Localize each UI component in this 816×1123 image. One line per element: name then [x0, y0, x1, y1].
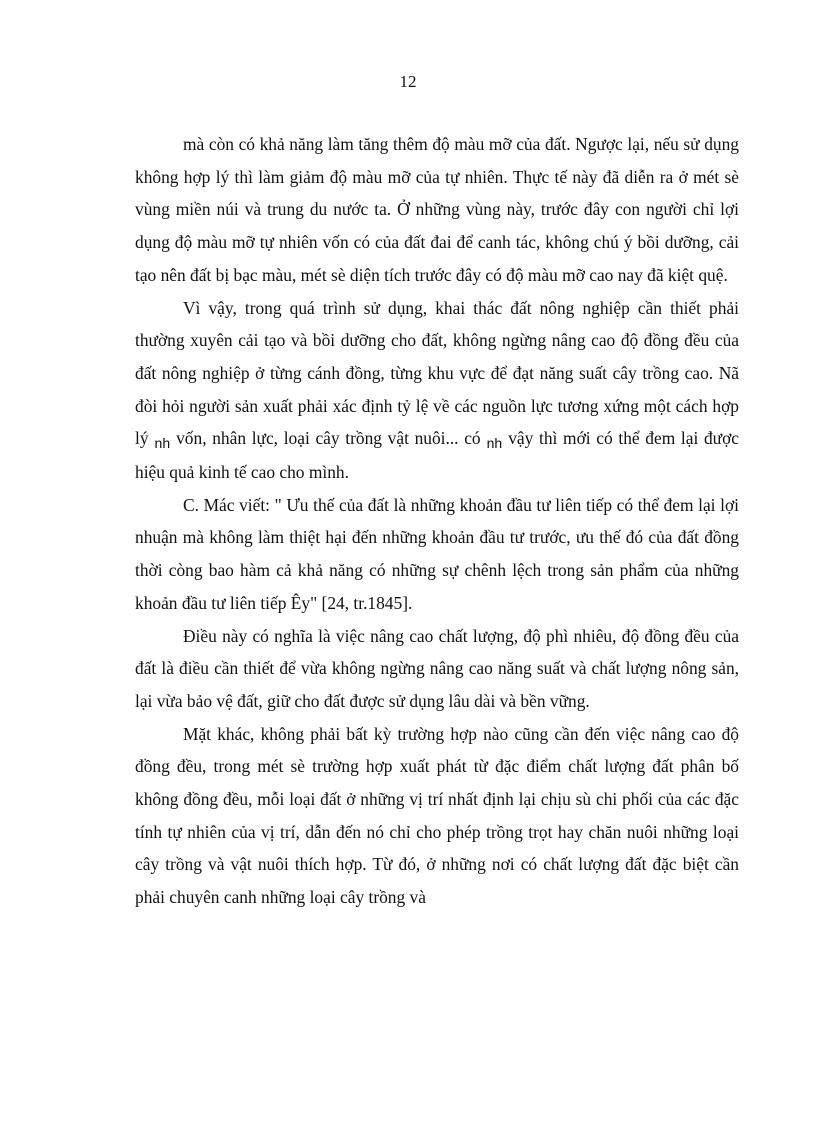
- page-number: 12: [399, 72, 417, 91]
- paragraph-2: [135, 292, 739, 489]
- document-body: [135, 128, 739, 914]
- paragraph-3: C. Mác viết: " Ưu thế của đất là những khoản đầu tư liên tiếp có thể đem lại lợi nhuận mà không làm thiệt hại đến những khoản đầu tư trước, ưu thế đó của đất đồng thời còng bao hàm cả khả năng có những sự chênh lệch trong sản phẩm của những khoản đầu tư liên tiếp Êy" [24, tr.1845].: [135, 494, 739, 613]
- paragraph-2-text-c: vậy thì mới có thể đem lại được hiệu quả kinh tế cao cho mình.: [135, 428, 739, 483]
- paragraph-2-text-a: Vì vậy, trong quá trình sử dụng, khai thác đất nông nghiệp cần thiết phải thường xuyên cải tạo và bồi dưỡng cho đất, không ngừng nâng cao độ đồng đều của đất nông nghiệp ở từng cánh đồng, từng khu vực để đạt năng suất cây trồng cao. Nã đòi hỏi người sản xuất phải xác định tỷ lệ về các nguồn lực tương xứng một cách hợp lý: [135, 297, 739, 449]
- ocr-artifact-nh-2: nh: [486, 435, 503, 452]
- paragraph-5: Mặt khác, không phải bất kỳ trường hợp nào cũng cần đến việc nâng cao độ đồng đều, trong mét sè trường hợp xuất phát từ đặc điểm chất lượng đất phân bố không đồng đều, mỗi loại đất ở những vị trí nhất định lại chịu sù chi phối của các đặc tính tự nhiên của vị trí, dẫn đến nó chỉ cho phép trồng trọt hay chăn nuôi những loại cây trồng và vật nuôi thích hợp. Từ đó, ở những nơi có chất lượng đất đặc biệt cần phải chuyên canh những loại cây trồng và: [135, 723, 739, 908]
- paragraph-4: Điều này có nghĩa là việc nâng cao chất lượng, độ phì nhiêu, độ đồng đều của đất là điều cần thiết để vừa không ngừng nâng cao năng suất và chất lượng nông sản, lại vừa bảo vệ đất, giữ cho đất được sử dụng lâu dài và bền vững.: [135, 625, 739, 711]
- paragraph-2-text-b: vốn, nhân lực, loại cây trồng vật nuôi... có: [176, 428, 481, 449]
- paragraph-1: mà còn có khả năng làm tăng thêm độ màu mỡ của đất. Ngược lại, nếu sử dụng không hợp lý thì làm giảm độ màu mỡ của tự nhiên. Thực tế này đã diễn ra ở mét sè vùng miền núi và trung du nước ta. Ở những vùng này, trước đây con người chỉ lợi dụng độ màu mỡ tự nhiên vốn có của đất đai để canh tác, không chú ý bồi dưỡng, cải tạo nên đất bị bạc màu, mét sè diện tích trước đây có độ màu mỡ cao nay đã kiệt quệ.: [135, 134, 739, 285]
- ocr-artifact-nh-1: nh: [154, 435, 171, 452]
